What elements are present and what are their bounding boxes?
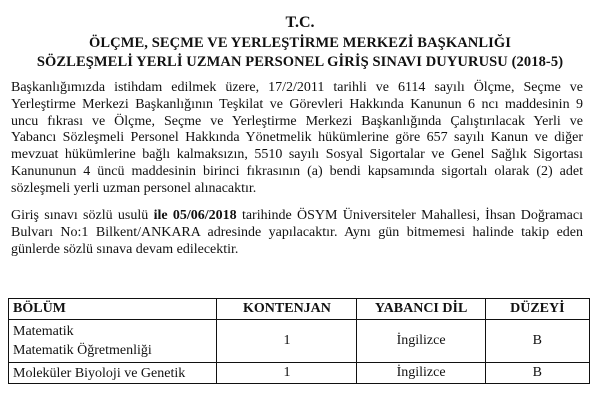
- paragraph2-line-1: [11, 208, 583, 225]
- paragraph2-text: Giriş sınavı sözlü usulü: [11, 208, 154, 223]
- paragraph1-line: Kanununun 4 üncü maddesinin birinci fıkrasının (a) bendi kapsamında sigortalı olarak (2) adet: [11, 163, 583, 179]
- header-announcement-title: SÖZLEŞMELİ YERLİ UZMAN PERSONEL GİRİŞ SINAVI DUYURUSU (2018-5): [36, 54, 564, 70]
- cell-duzeyi: B: [485, 320, 589, 363]
- table-header-row: [9, 299, 590, 320]
- header-bolum: BÖLÜM: [9, 299, 217, 320]
- paragraph2-text: tarihinde ÖSYM Üniversiteler Mahallesi, İhsan Doğramacı: [236, 208, 583, 223]
- paragraph-exam-details: [11, 208, 583, 258]
- paragraph2-line-2: Bulvarı No:1 Bilkent/ANKARA adresinde yapılacaktır. Aynı gün bitmemesi halinde takip eden: [11, 224, 583, 240]
- header-tc: T.C.: [285, 14, 315, 31]
- header-kontenjan: KONTENJAN: [217, 299, 357, 320]
- header-yabanci-dil: YABANCI DİL: [357, 299, 485, 320]
- cell-duzeyi: B: [485, 363, 589, 384]
- table-row: [9, 320, 590, 363]
- cell-yabanci-dil: İngilizce: [357, 363, 485, 384]
- bolum-line: Matematik Öğretmenliği: [13, 343, 152, 358]
- header-institution: ÖLÇME, SEÇME VE YERLEŞTİRME MERKEZİ BAŞKANLIĞI: [89, 35, 511, 51]
- paragraph1-line: Yerleştirme Merkezi Başkanlığının Teşkilat ve Görevleri Hakkında Kanunun 6 ncı maddesinin 9: [11, 96, 583, 112]
- paragraph2-line-3: günlerde sözlü sınava devam edilecektir.: [11, 241, 239, 257]
- cell-bolum: Moleküler Biyoloji ve Genetik: [9, 363, 217, 384]
- paragraph1-line: Yabancı Sözleşmeli Personel Hakkında Yönetmelik hükümlerine göre 657 sayılı Kanun ve diğer: [11, 130, 583, 146]
- paragraph1-line: sözleşmeli yerli uzman personel alınacaktır.: [11, 180, 257, 196]
- cell-yabanci-dil: İngilizce: [357, 320, 485, 363]
- paragraph1-line: Başkanlığımızda istihdam edilmek üzere, 17/2/2011 tarihli ve 6114 sayılı Ölçme, Seçme ve: [11, 80, 583, 95]
- paragraph1-line: uncu fıkrası ve Ölçme, Seçme ve Yerleştirme Merkezi Başkanlığında Çalıştırılacak Yerli ve: [11, 113, 583, 129]
- bolum-line: Matematik: [13, 324, 74, 339]
- cell-kontenjan: 1: [217, 363, 357, 384]
- paragraph-employment-basis: [11, 80, 583, 198]
- cell-bolum: [9, 320, 217, 363]
- exam-date: ile 05/06/2018: [153, 208, 237, 223]
- paragraph1-line: mevzuat hükümlerine bağlı kalmaksızın, 5510 sayılı Sosyal Sigortalar ve Genel Sağlık Sigortası: [11, 147, 583, 163]
- header-duzeyi: DÜZEYİ: [485, 299, 589, 320]
- positions-table: [8, 298, 590, 384]
- cell-kontenjan: 1: [217, 320, 357, 363]
- table-row: [9, 363, 590, 384]
